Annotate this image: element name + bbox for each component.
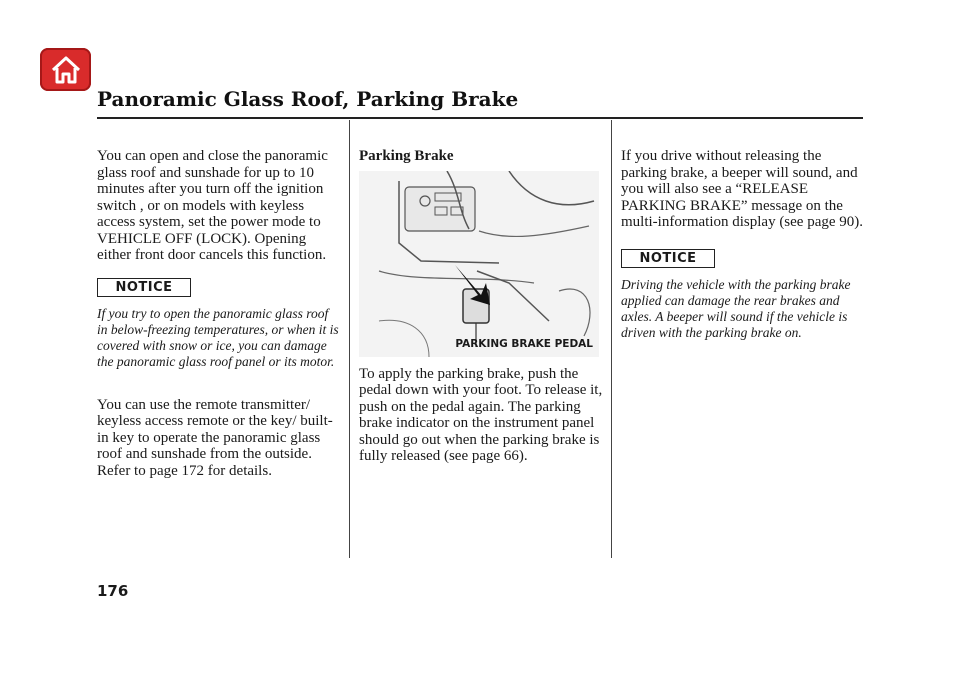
notice-badge: NOTICE	[621, 249, 715, 268]
column-2	[359, 148, 603, 465]
section-heading: Parking Brake	[359, 148, 454, 164]
column-divider	[349, 120, 350, 558]
column-3	[621, 148, 865, 341]
parking-brake-illustration	[359, 171, 599, 357]
column-divider	[611, 120, 612, 558]
notice-text: If you try to open the panoramic glass roof in below-freezing temperatures, or when it is covered with snow or ice, you can damage the panoramic glass roof panel or its motor.	[97, 305, 339, 369]
notice-badge: NOTICE	[97, 278, 191, 297]
page-title: Panoramic Glass Roof, Parking Brake	[97, 87, 519, 111]
paragraph: You can use the remote transmitter/ keyless access remote or the key/ built-in key to operate the panoramic glass roof and sunshade from the outside. Refer to page 172 for details.	[97, 396, 333, 479]
paragraph: To apply the parking brake, push the pedal down with your foot. To release it, push on the pedal again. The parking brake indicator on the instrument panel should go out when the parking brake is fully released (see page 66).	[359, 365, 603, 464]
parking-brake-figure	[359, 171, 599, 357]
figure-caption: PARKING BRAKE PEDAL	[455, 338, 593, 350]
home-icon	[49, 55, 83, 85]
paragraph: You can open and close the panoramic glass roof and sunshade for up to 10 minutes after you turn off the ignition switch , or on models with keyless access system, set the power mode to VEHICLE OFF (LOCK). Opening either front door cancels this function.	[97, 148, 328, 263]
title-divider	[97, 117, 863, 119]
paragraph: If you drive without releasing the parking brake, a beeper will sound, and you will also see a “RELEASE PARKING BRAKE” message on the multi-information display (see page 90).	[621, 148, 864, 230]
page-number: 176	[97, 582, 129, 600]
column-1	[97, 148, 341, 479]
notice-text: Driving the vehicle with the parking brake applied can damage the rear brakes and axles. A beeper will sound if the vehicle is driven with the parking brake on.	[621, 276, 851, 340]
home-button[interactable]	[40, 48, 91, 91]
